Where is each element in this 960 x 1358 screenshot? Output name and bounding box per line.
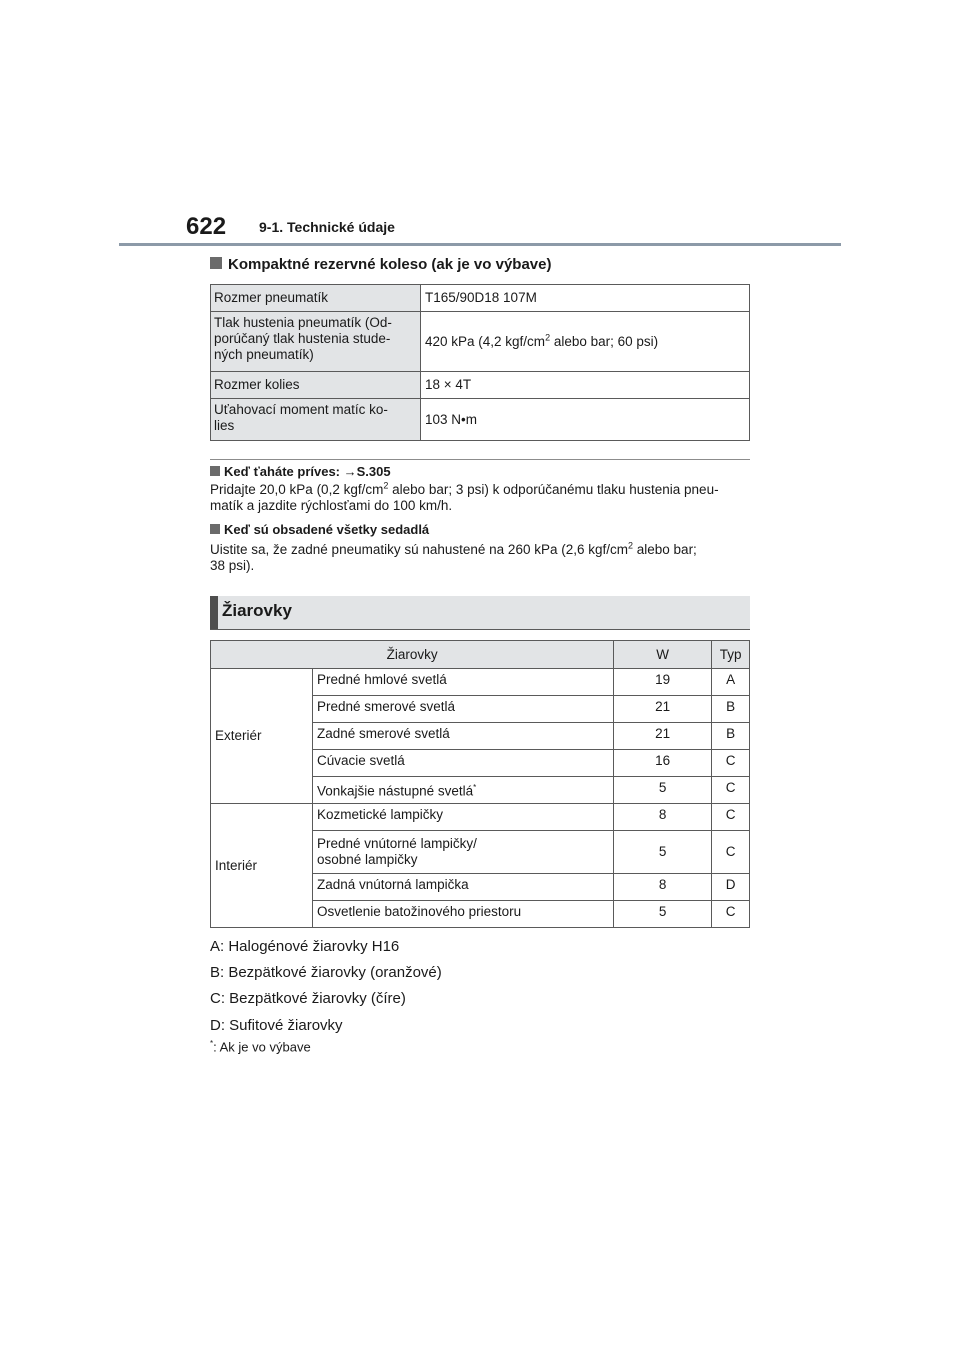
page-reference-link[interactable]: S.305 — [356, 464, 391, 479]
legend-item: D: Sufitové žiarovky — [210, 1017, 343, 1034]
table-row — [211, 804, 750, 831]
table-row — [211, 669, 750, 696]
arrow-icon: → — [343, 464, 357, 479]
footnote-marker: * — [473, 783, 477, 792]
bulb-watt: 19 — [614, 669, 712, 696]
spec-value-text: alebo bar; 60 psi) — [550, 333, 659, 349]
bulb-name: Cúvacie svetlá — [313, 750, 614, 777]
heading-accent-bar — [210, 596, 218, 629]
table-row — [211, 399, 750, 441]
legend-item: B: Bezpätkové žiarovky (oranžové) — [210, 964, 442, 981]
bulb-name: Zadné smerové svetlá — [313, 723, 614, 750]
square-bullet-icon — [210, 524, 220, 534]
group-exterior: Exteriér — [211, 669, 313, 804]
bulb-name: Predné smerové svetlá — [313, 696, 614, 723]
square-bullet-icon — [210, 257, 222, 269]
spec-value: 103 N•m — [421, 399, 750, 441]
spec-key: Uťahovací moment matíc ko- lies — [211, 399, 421, 441]
spare-wheel-table — [210, 284, 750, 441]
legend-item: C: Bezpätkové žiarovky (číre) — [210, 990, 406, 1007]
bulb-type: C — [712, 777, 750, 804]
spec-value — [421, 312, 750, 372]
seats-heading-text: Keď sú obsadené všetky sedadlá — [224, 522, 430, 537]
bulb-type: A — [712, 669, 750, 696]
legend-item: A: Halogénové žiarovky H16 — [210, 938, 400, 955]
note-text: Pridajte 20,0 kPa (0,2 kgf/cm — [210, 482, 384, 497]
header-type: Typ — [712, 641, 750, 669]
header-w: W — [614, 641, 712, 669]
trailer-note-heading — [210, 464, 391, 479]
bulb-type: C — [712, 804, 750, 831]
bulb-type: D — [712, 874, 750, 901]
bulb-name: Predné vnútorné lampičky/ osobné lampičky — [313, 831, 614, 874]
spare-wheel-heading — [210, 256, 551, 273]
bulb-watt: 21 — [614, 696, 712, 723]
header-divider — [119, 243, 841, 246]
table-header-row — [211, 641, 750, 669]
spare-wheel-heading-text: Kompaktné rezervné koleso (ak je vo výbave) — [228, 256, 552, 273]
table-row — [211, 372, 750, 399]
section-title: 9-1. Technické údaje — [259, 219, 395, 235]
spec-key: Rozmer pneumatík — [211, 285, 421, 312]
superscript: 2 — [628, 540, 634, 551]
spec-key: Tlak hustenia pneumatík (Od- porúčaný tlak hustenia stude- ných pneumatík) — [211, 312, 421, 372]
bulb-type: B — [712, 723, 750, 750]
bulb-watt: 8 — [614, 874, 712, 901]
bulb-name — [313, 777, 614, 804]
footnote-text: : Ak je vo výbave — [213, 1039, 311, 1055]
bulbs-table — [210, 640, 750, 928]
footnote-marker: * — [210, 1039, 214, 1048]
footnote — [210, 1039, 311, 1054]
bulb-watt: 5 — [614, 777, 712, 804]
seats-note-text — [210, 542, 755, 574]
spec-value-text: 420 kPa (4,2 kgf/cm — [425, 333, 546, 349]
bulb-watt: 5 — [614, 901, 712, 928]
bulb-watt: 5 — [614, 831, 712, 874]
bulb-name: Predné hmlové svetlá — [313, 669, 614, 696]
bulb-type: B — [712, 696, 750, 723]
table-row — [211, 285, 750, 312]
spec-key: Rozmer kolies — [211, 372, 421, 399]
spec-value: T165/90D18 107M — [421, 285, 750, 312]
header-bulb: Žiarovky — [211, 641, 614, 669]
trailer-heading-text: Keď ťaháte príves: — [224, 464, 344, 479]
superscript: 2 — [545, 332, 551, 342]
bulb-name: Zadná vnútorná lampička — [313, 874, 614, 901]
table-row — [211, 312, 750, 372]
spec-value: 18 × 4T — [421, 372, 750, 399]
bulb-type: C — [712, 901, 750, 928]
bulbs-section-title: Žiarovky — [222, 601, 292, 620]
group-interior: Interiér — [211, 804, 313, 928]
note-text: alebo bar; 38 psi). — [210, 542, 697, 573]
seats-note-heading — [210, 522, 429, 537]
bulb-watt: 21 — [614, 723, 712, 750]
bulb-name: Osvetlenie batožinového priestoru — [313, 901, 614, 928]
bulb-watt: 16 — [614, 750, 712, 777]
square-bullet-icon — [210, 466, 220, 476]
note-text: alebo bar; 3 psi) k odporúčanému tlaku hustenia pneu- matík a jazdite rýchlosťami do 100 km/h. — [210, 482, 719, 513]
notes-divider — [210, 459, 750, 460]
bulb-name: Kozmetické lampičky — [313, 804, 614, 831]
bulb-type: C — [712, 831, 750, 874]
bulb-watt: 8 — [614, 804, 712, 831]
bulb-name-text: Vonkajšie nástupné svetlá — [317, 783, 474, 799]
page-number: 622 — [186, 213, 227, 240]
bulbs-section-heading — [210, 596, 750, 630]
superscript: 2 — [383, 480, 389, 491]
trailer-note-text — [210, 482, 755, 514]
note-text: Uistite sa, že zadné pneumatiky sú nahustené na 260 kPa (2,6 kgf/cm — [210, 542, 628, 557]
bulb-type: C — [712, 750, 750, 777]
